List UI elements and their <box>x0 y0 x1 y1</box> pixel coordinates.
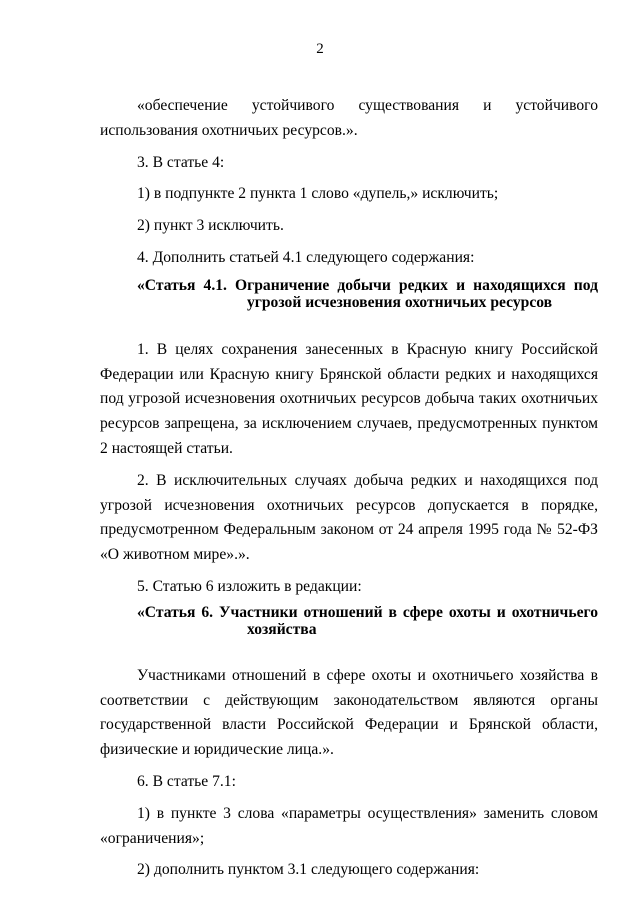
article-heading-6: «Статья 6. Участники отношений в сфере охоты и охотничьего хозяйства <box>137 603 598 638</box>
paragraph-item-6-subitem-2: 2) дополнить пунктом 3.1 следующего содержания: <box>137 861 480 879</box>
paragraph-article-6-text: Участниками отношений в сфере охоты и охотничьего хозяйства в соответствии с действующим законодательством являются органы государственной власти Российской Федерации и Брянской области, физические и юридические лица.». <box>100 666 598 759</box>
paragraph-item-5: 5. Статью 6 изложить в редакции: <box>137 577 362 595</box>
paragraph-closing-quote: «обеспечение устойчивого существования и устойчивого использования охотничьих ресурсов.». <box>100 97 598 139</box>
paragraph-subitem-2: 2) пункт 3 исключить. <box>137 217 284 235</box>
article-heading-4-1: «Статья 4.1. Ограничение добычи редких и находящихся под угрозой исчезновения охотничьих ресурсов <box>137 276 598 311</box>
paragraph-article-4-1-point-2: 2. В исключительных случаях добыча редких и находящихся под угрозой исчезновения охотничьих ресурсов допускается в порядке, предусмотренном Федеральным законом от 24 апреля 1995 года № 52-ФЗ «О животном мире».». <box>100 471 598 564</box>
paragraph-subitem-1: 1) в подпункте 2 пункта 1 слово «дупель,» исключить; <box>137 185 499 203</box>
paragraph-article-4-1-point-1: 1. В целях сохранения занесенных в Красную книгу Российской Федерации или Красную книгу Брянской области редких и находящихся под угрозой исчезновения охотничьих ресурсов добыча таких охотничьих ресурсов запрещена, за исключением случаев, предусмотренных пунктом 2 настоящей статьи. <box>100 340 598 457</box>
page-number: 2 <box>316 41 324 57</box>
paragraph-item-6-subitem-1: 1) в пункте 3 слова «параметры осуществления» заменить словом «ограничения»; <box>100 804 598 847</box>
paragraph-item-3: 3. В статье 4: <box>137 153 225 171</box>
paragraph-item-4: 4. Дополнить статьей 4.1 следующего содержания: <box>137 248 475 266</box>
document-body <box>100 94 598 883</box>
paragraph-item-6: 6. В статье 7.1: <box>137 772 236 790</box>
